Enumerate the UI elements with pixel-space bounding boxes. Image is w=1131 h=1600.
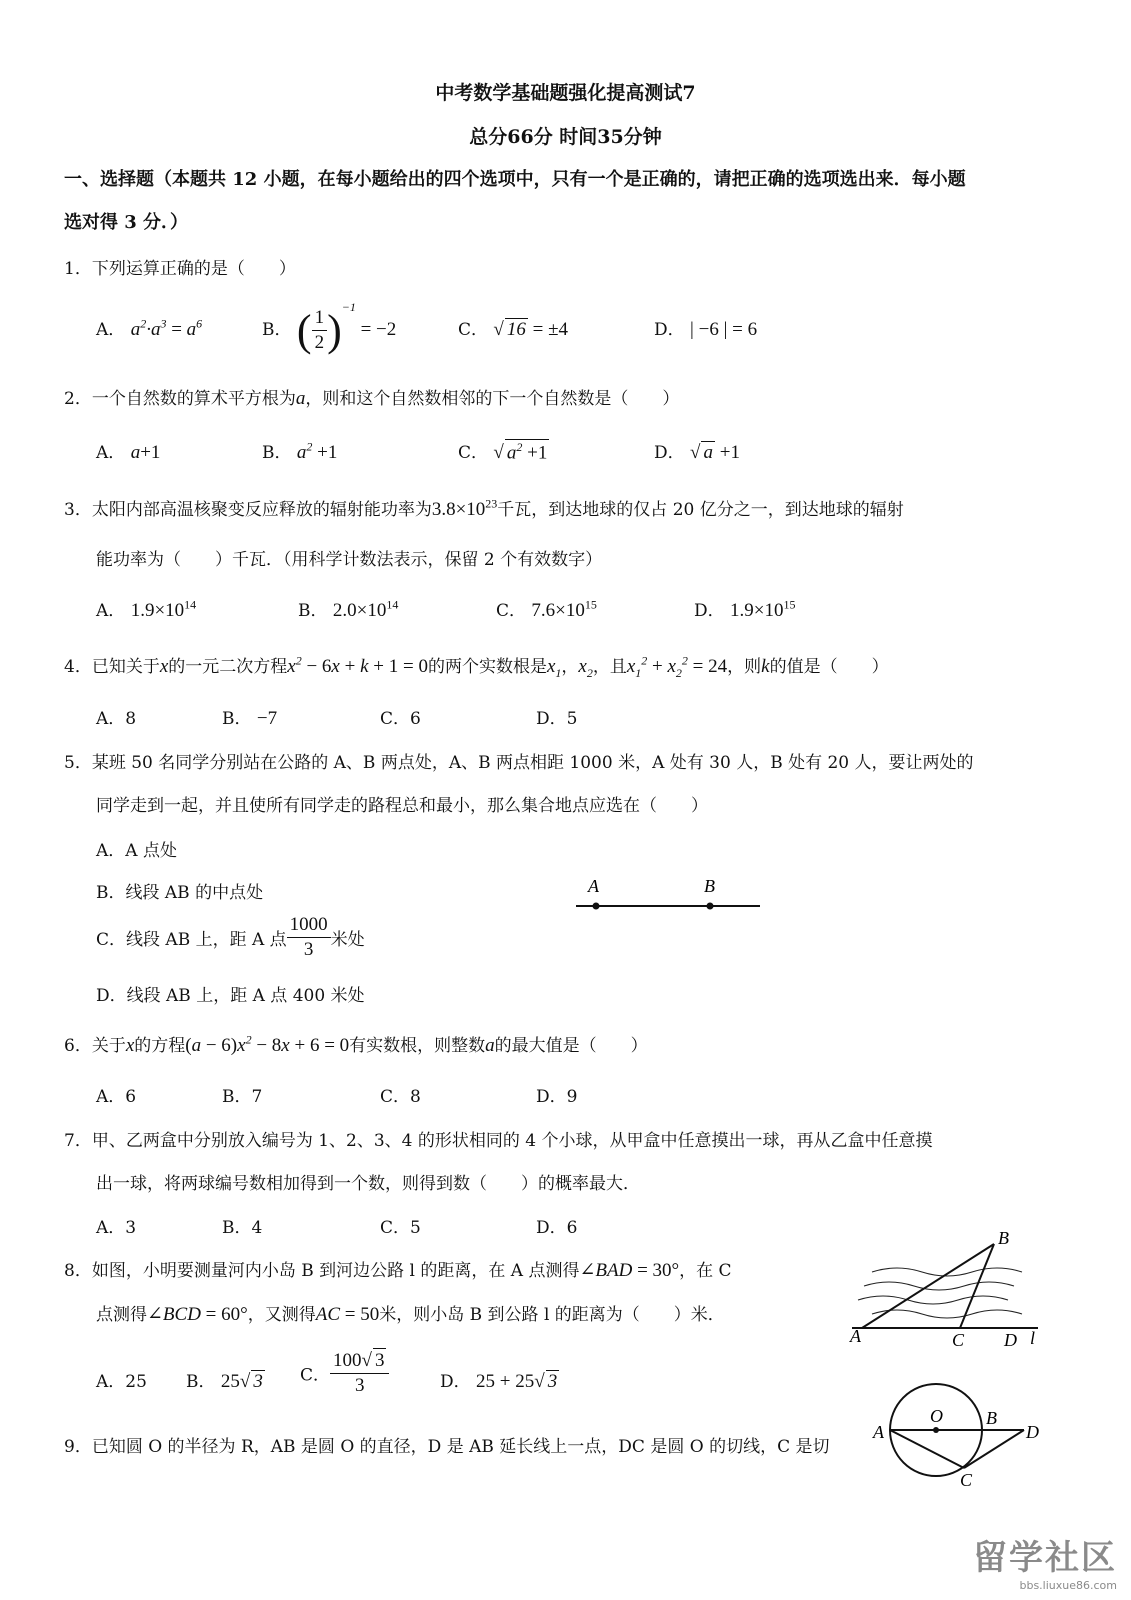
q1-option-b: B． ( $\frac{1}{2}$ )$^{-1}$ = −2 xyxy=(262,300,397,356)
question-3-stem: 3．太阳内部高温核聚变反应释放的辐射能功率为$3.8\times 10^{23}$千瓦，到达地球的仅占 20 亿分之一，到达地球的辐射 xyxy=(64,496,904,520)
label-d: D xyxy=(1026,1422,1039,1442)
label-d: D xyxy=(1004,1330,1017,1350)
q1-b-expr: ( $\frac{1}{2}$ )$^{-1}$ = −2 xyxy=(296,300,397,356)
question-8-stem-cont: 点测得∠BCD = 60°，又测得AC = 50米，则小岛 B 到公路 l 的距离为（ ）米． xyxy=(96,1304,725,1325)
label-b: B xyxy=(998,1228,1009,1248)
question-2-stem: 2．一个自然数的算术平方根为a，则和这个自然数相邻的下一个自然数是（ ） xyxy=(64,388,680,409)
question-3-stem-cont: 能功率为（ ）千瓦．（用科学计数法表示，保留 2 个有效数字） xyxy=(96,550,603,570)
q5-option-a: A．A 点处 xyxy=(96,841,177,861)
label-c: C xyxy=(952,1330,965,1350)
q3-option-a: A． $1.9\times 10^{14}$ xyxy=(96,597,197,621)
q1-option-a: A． $a^2\cdot a^3 = a^6$ xyxy=(96,316,203,340)
q5-figure xyxy=(570,872,770,922)
label-a: A xyxy=(588,876,599,896)
question-6-stem: 6．关于x的方程$(a - 6)x^2 - 8x + 6 = 0$有实数根，则整数a的最大值是（ ） xyxy=(64,1032,648,1056)
center-o xyxy=(933,1427,939,1433)
question-5-stem-cont: 同学走到一起，并且使所有同学走的路程总和最小，那么集合地点应选在（ ） xyxy=(96,796,708,816)
point-b xyxy=(707,903,714,910)
question-1-stem: 1．下列运算正确的是（ ） xyxy=(64,259,296,279)
q6-option-a: A．6 xyxy=(96,1087,137,1107)
q6-option-b: B．7 xyxy=(222,1087,263,1107)
q7-option-b: B．4 xyxy=(222,1218,263,1238)
q8-option-b: B． 25√ 3 xyxy=(186,1371,263,1392)
q8-option-d: D． 25 + 25√ 3 xyxy=(440,1371,558,1392)
q9-figure xyxy=(868,1380,1048,1490)
q2-option-c: C． √ $a^2 +1$ xyxy=(458,439,548,463)
label-c: C xyxy=(960,1470,973,1490)
question-9-stem: 9．已知圆 O 的半径为 R，AB 是圆 O 的直径，D 是 AB 延长线上一点，DC 是圆 O 的切线，C 是切 xyxy=(64,1437,830,1457)
page-subtitle: 总分66分 时间35分钟 xyxy=(469,126,662,148)
q1-c-expr: √ 16 = ±4 xyxy=(493,319,569,340)
watermark xyxy=(973,1530,1117,1592)
watermark-logo-text: 留学社区 xyxy=(973,1538,1117,1578)
question-7-stem-cont: 出一球，将两球编号数相加得到一个数，则得到数（ ）的概率最大． xyxy=(96,1174,640,1194)
q2-option-a: A． a+1 xyxy=(96,442,161,463)
q8-figure xyxy=(842,1228,1052,1358)
label-o: O xyxy=(930,1406,943,1426)
question-7-stem: 7．甲、乙两盒中分别放入编号为 1、2、3、4 的形状相同的 4 个小球，从甲盒中任意摸出一球，再从乙盒中任意摸 xyxy=(64,1131,933,1151)
question-4-stem: 4．已知关于x的一元二次方程$x^2 - 6x + k + 1 = 0$的两个实数根是$x_1$，$x_2$，且$x_1^2 + x_2^2 = 24$，则k的值是（ ） xyxy=(64,653,889,680)
q1-a-expr: $a^2\cdot a^3 = a^6$ xyxy=(130,316,203,340)
q5-option-b: B．线段 AB 的中点处 xyxy=(96,883,264,903)
q7-option-d: D．6 xyxy=(536,1218,578,1238)
label-a: A xyxy=(850,1326,861,1346)
q2-option-b: B． $a^2 +1$ xyxy=(262,439,338,463)
q7-option-c: C．5 xyxy=(380,1218,421,1238)
q5-option-d: D．线段 AB 上，距 A 点 400 米处 xyxy=(96,986,365,1006)
q1-option-c: C． √ 16 = ±4 xyxy=(458,319,569,340)
label-b: B xyxy=(704,876,715,896)
river-wave-2 xyxy=(864,1282,1014,1290)
q6-option-d: D．9 xyxy=(536,1087,578,1107)
question-5-stem: 5．某班 50 名同学分别站在公路的 A、B 两点处，A、B 两点相距 1000 米，A 处有 30 人，B 处有 20 人，要让两处的 xyxy=(64,753,974,773)
q8-option-c: C． $\frac{100√ 3}{3}$ xyxy=(300,1348,389,1398)
q3-option-d: D． $1.9\times 10^{15}$ xyxy=(694,597,796,621)
q4-option-c: C．6 xyxy=(380,709,421,729)
section-heading: 一、选择题（本题共 12 小题，在每小题给出的四个选项中，只有一个是正确的，请把正确的选项选出来．每小题 xyxy=(64,169,966,190)
q3-option-c: C． $7.6\times 10^{15}$ xyxy=(496,597,597,621)
line-cd xyxy=(964,1430,1024,1468)
line-ac xyxy=(890,1430,964,1468)
point-a xyxy=(593,903,600,910)
q7-option-a: A．3 xyxy=(96,1218,137,1238)
q6-option-c: C．8 xyxy=(380,1087,421,1107)
q4-option-b: B． −7 xyxy=(222,708,278,729)
river-wave-4 xyxy=(872,1310,1022,1318)
q1-d-expr: | −6 | = 6 xyxy=(690,319,758,340)
watermark-url: bbs.liuxue86.com xyxy=(1019,1579,1117,1592)
label-b: B xyxy=(986,1408,997,1428)
page-title: 中考数学基础题强化提高测试7 xyxy=(435,82,696,104)
q8-option-a: A．25 xyxy=(96,1372,147,1392)
label-l: l xyxy=(1030,1328,1036,1348)
section-heading-cont: 选对得 3 分．） xyxy=(64,212,189,233)
river-wave-3 xyxy=(858,1296,1008,1304)
q1-option-d: D． | −6 | = 6 xyxy=(654,319,758,340)
label-a: A xyxy=(873,1422,884,1442)
question-8-stem: 8．如图，小明要测量河内小岛 B 到河边公路 l 的距离，在 A 点测得∠BAD = 30°，在 C xyxy=(64,1260,732,1281)
q4-option-a: A．8 xyxy=(96,709,137,729)
q5-option-c: C．线段 AB 上，距 A 点 $\frac{1000}{3}$ 米处 xyxy=(96,914,365,960)
q4-option-d: D．5 xyxy=(536,709,578,729)
q2-option-d: D． √ a +1 xyxy=(654,442,740,463)
q3-option-b: B． $2.0\times 10^{14}$ xyxy=(298,597,399,621)
